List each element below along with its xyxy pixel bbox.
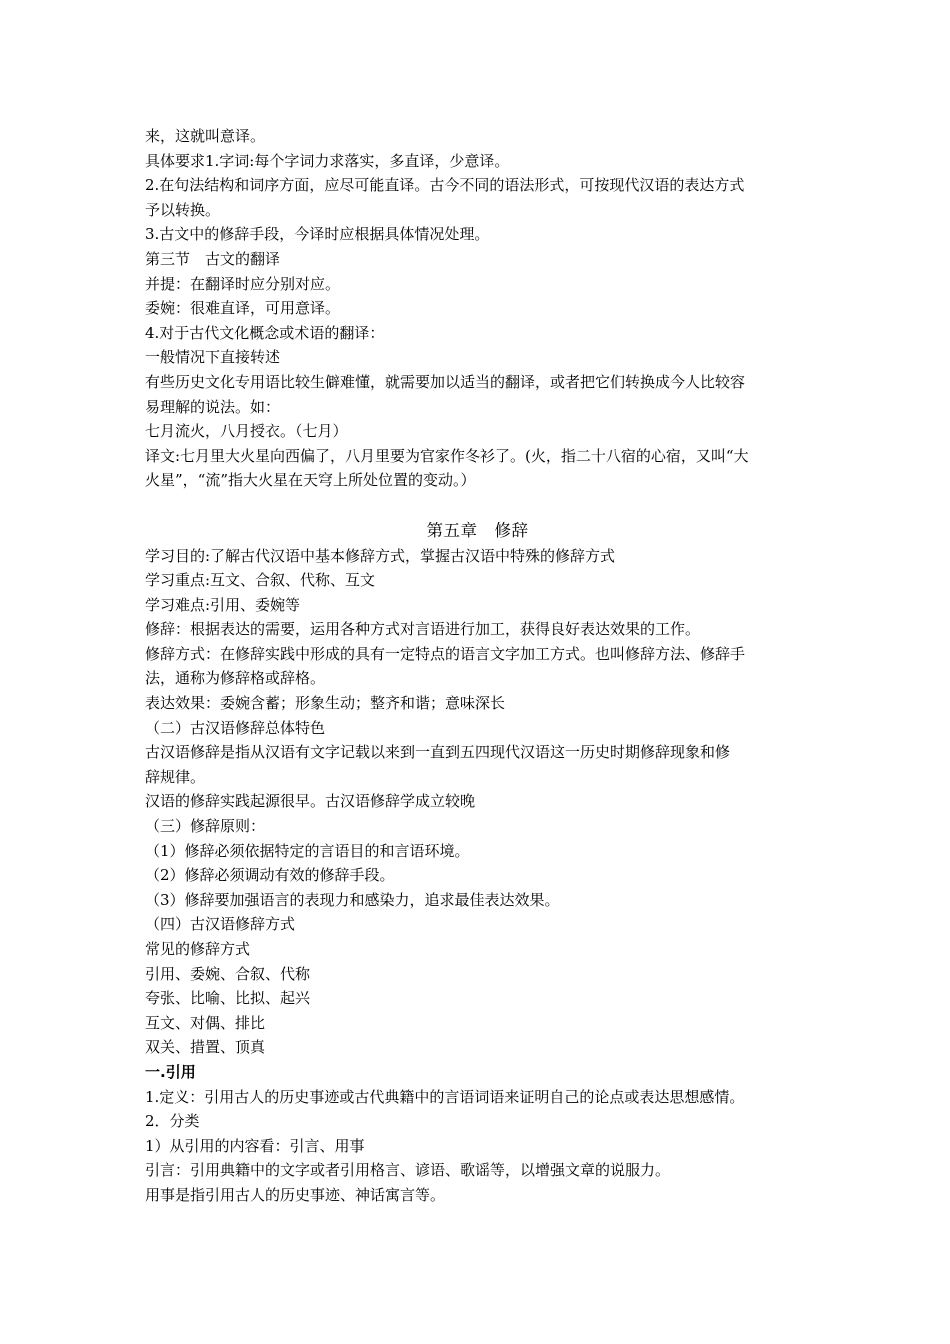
text-line: （2）修辞必须调动有效的修辞手段。 [145, 866, 395, 885]
text-line: 学习目的:了解古代汉语中基本修辞方式，掌握古汉语中特殊的修辞方式 [145, 546, 616, 565]
text-line: 七月流火，八月授衣。（七月） [145, 422, 348, 441]
rhetoric-section [145, 544, 810, 1060]
text-line: 火星”，“流”指大火星在天穹上所处位置的变动。） [145, 471, 476, 490]
text-line: 学习难点:引用、委婉等 [145, 595, 301, 614]
text-line: 1.定义：引用古人的历史事迹或古代典籍中的言语词语来证明自己的论点或表达思想感情。 [145, 1087, 745, 1106]
text-line: 有些历史文化专用语比较生僻难懂，就需要加以适当的翻译，或者把它们转换成今人比较容 [145, 372, 746, 391]
text-line: 来，这就叫意译。 [145, 127, 266, 145]
section-heading: 一.引用 [145, 1062, 196, 1081]
text-line: 并提：在翻译时应分别对应。 [145, 274, 341, 293]
text-line: 2.在句法结构和词序方面，应尽可能直译。古今不同的语法形式，可按现代汉语的表达方式 [145, 176, 745, 195]
text-line: 辞规律。 [145, 767, 206, 786]
text-line: 委婉：很难直译，可用意译。 [145, 299, 341, 318]
text-line: 具体要求1.字词:每个字词力求落实，多直译，少意译。 [145, 151, 510, 170]
text-line: （1）修辞必须依据特定的言语目的和言语环境。 [145, 841, 470, 860]
text-line: 双关、措置、顶真 [145, 1038, 266, 1057]
text-line: 学习重点:互文、合叙、代称、互文 [145, 571, 376, 590]
text-line: 互文、对偶、排比 [145, 1013, 266, 1032]
text-line: 引言：引用典籍中的文字或者引用格言、谚语、歌谣等，以增强文章的说服力。 [145, 1161, 671, 1180]
text-line: 4.对于古代文化概念或术语的翻译： [145, 323, 385, 342]
text-line: 2．分类 [145, 1112, 200, 1131]
text-line: 修辞方式：在修辞实践中形成的具有一定特点的语言文字加工方式。也叫修辞方法、修辞手 [145, 644, 746, 663]
text-line: 引用、委婉、合叙、代称 [145, 964, 311, 983]
text-line: （三）修辞原则： [145, 817, 266, 836]
section-title-line: 第三节 古文的翻译 [145, 249, 281, 268]
text-line: 予以转换。 [145, 200, 221, 219]
text-line: 汉语的修辞实践起源很早。古汉语修辞学成立较晚 [145, 792, 476, 811]
text-line: 1）从引用的内容看：引言、用事 [145, 1136, 365, 1155]
text-line: 表达效果：委婉含蓄；形象生动；整齐和谐；意味深长 [145, 694, 506, 713]
text-line: 译文:七月里大火星向西偏了，八月里要为官家作冬衫了。(火，指二十八宿的心宿，又叫“大 [145, 446, 749, 465]
text-line: 用事是指引用古人的历史事迹、神话寓言等。 [145, 1185, 446, 1204]
document-page [145, 124, 810, 1208]
text-line: 3.古文中的修辞手段，今译时应根据具体情况处理。 [145, 225, 490, 244]
quotation-section [145, 1085, 810, 1208]
text-line: 古汉语修辞是指从汉语有文字记载以来到一直到五四现代汉语这一历史时期修辞现象和修 [145, 743, 731, 762]
text-line: 常见的修辞方式 [145, 940, 251, 958]
text-line: 修辞：根据表达的需要，运用各种方式对言语进行加工，获得良好表达效果的工作。 [145, 620, 701, 639]
translation-section [145, 124, 810, 493]
text-line: （四）古汉语修辞方式 [145, 915, 296, 934]
text-line: （二）古汉语修辞总体特色 [145, 718, 326, 737]
text-line: （3）修辞要加强语言的表现力和感染力，追求最佳表达效果。 [145, 890, 560, 909]
text-line: 法，通称为修辞格或辞格。 [145, 669, 326, 688]
text-line: 夸张、比喻、比拟、起兴 [145, 989, 311, 1008]
chapter-title: 第五章 修辞 [426, 520, 529, 540]
spacer [145, 493, 810, 518]
text-line: 易理解的说法。如： [145, 397, 281, 416]
text-line: 一般情况下直接转述 [145, 348, 281, 367]
